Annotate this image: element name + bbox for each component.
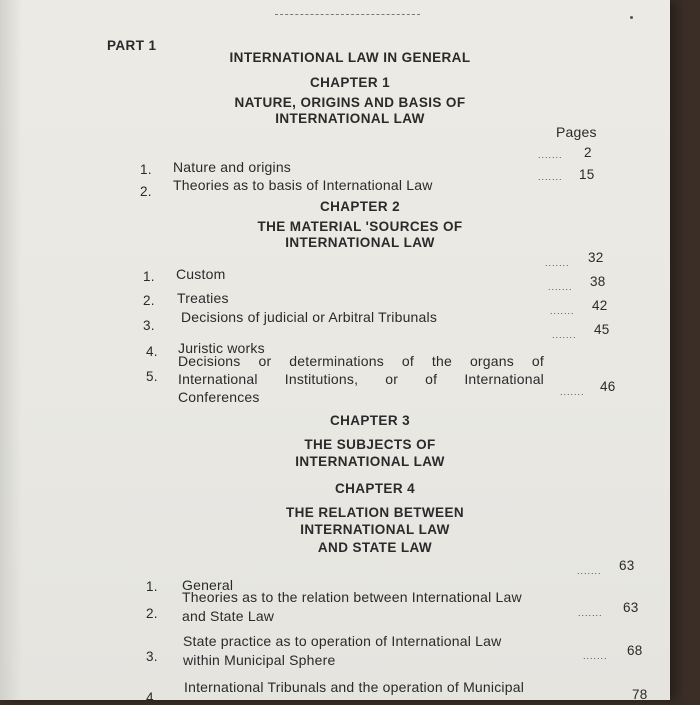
entry-text-line: Decisions or determinations of the organs of xyxy=(178,353,544,369)
dot-leader: ....... xyxy=(577,566,602,576)
entry-number: 2. xyxy=(143,293,155,308)
entry-text: Nature and origins xyxy=(173,159,291,175)
dot-leader: ....... xyxy=(538,150,563,160)
entry-text xyxy=(183,632,501,670)
entry-text: Decisions of judicial or Arbitral Tribunals xyxy=(181,309,438,325)
entry-page: 63 xyxy=(619,558,635,573)
entry-text-line: International Institutions, or of International xyxy=(178,371,544,387)
entry-text-line: Theories as to the relation between International Law xyxy=(182,589,522,605)
entry-number: 1. xyxy=(143,269,155,284)
chapter-4-title-line-1: THE RELATION BETWEEN xyxy=(286,505,464,520)
dot-leader: ....... xyxy=(548,282,573,292)
entry-page: 42 xyxy=(592,298,608,313)
entry-number: 4. xyxy=(146,690,158,705)
entry-page: 68 xyxy=(627,643,643,658)
entry-number: 4. xyxy=(146,344,158,359)
entry-page: 78 xyxy=(632,687,648,702)
entry-page: 2 xyxy=(584,145,592,160)
entry-text-line: within Municipal Sphere xyxy=(183,652,336,668)
chapter-2-label: CHAPTER 2 xyxy=(319,199,401,214)
entry-number: 1. xyxy=(140,162,152,177)
page-gutter-shadow xyxy=(0,0,22,700)
entry-page: 15 xyxy=(579,167,595,182)
entry-number: 1. xyxy=(146,579,158,594)
dot-leader: ....... xyxy=(578,608,603,618)
pages-column-label: Pages xyxy=(556,124,597,140)
entry-page: 38 xyxy=(590,274,606,289)
dot-leader: ....... xyxy=(560,387,585,397)
entry-text: Juristic works xyxy=(178,340,265,356)
entry-number: 3. xyxy=(146,649,158,664)
dot-leader: ....... xyxy=(545,258,570,268)
chapter-2-title-line-1: THE MATERIAL 'SOURCES OF xyxy=(257,219,463,234)
entry-number: 2. xyxy=(140,184,152,199)
entry-page: 63 xyxy=(623,600,639,615)
entry-text: Custom xyxy=(176,266,226,282)
dot-leader: ....... xyxy=(583,651,608,661)
chapter-1-title-line-1: NATURE, ORIGINS AND BASIS OF xyxy=(234,95,466,110)
dot-leader: ....... xyxy=(538,172,563,182)
entry-page: 46 xyxy=(600,379,616,394)
entry-text-line: State practice as to operation of International Law xyxy=(183,633,502,649)
chapter-2-title-line-2: INTERNATIONAL LAW xyxy=(285,235,435,250)
entry-text: General xyxy=(182,577,234,593)
chapter-1-title-line-2: INTERNATIONAL LAW xyxy=(275,111,425,126)
chapter-4-title-line-2: INTERNATIONAL LAW xyxy=(300,522,450,537)
entry-text: International Tribunals and the operation of Municipal xyxy=(184,679,525,695)
entry-number: 5. xyxy=(146,369,158,384)
entry-text xyxy=(178,352,544,406)
chapter-4-label: CHAPTER 4 xyxy=(334,481,416,496)
entry-page: 45 xyxy=(594,322,610,337)
chapter-4-title-line-3: AND STATE LAW xyxy=(317,540,433,555)
dot-leader: ....... xyxy=(552,330,577,340)
entry-text-line: and State Law xyxy=(182,608,275,624)
entry-text: Theories as to basis of International Law xyxy=(173,177,433,193)
entry-text: Treaties xyxy=(177,290,229,306)
dot-leader: ....... xyxy=(550,306,575,316)
chapter-3-title-line-2: INTERNATIONAL LAW xyxy=(295,454,445,469)
entry-page: 32 xyxy=(588,250,604,265)
chapter-3-label: CHAPTER 3 xyxy=(329,413,411,428)
chapter-3-title-line-1: THE SUBJECTS OF xyxy=(304,437,436,452)
entry-number: 3. xyxy=(143,318,155,333)
entry-number: 2. xyxy=(146,606,158,621)
part-heading: PART 1 xyxy=(107,38,157,53)
entry-text xyxy=(182,588,522,626)
chapter-1-label: CHAPTER 1 xyxy=(309,75,391,90)
main-title: INTERNATIONAL LAW IN GENERAL xyxy=(229,50,471,65)
page-speck xyxy=(630,16,633,19)
header-rule xyxy=(275,14,420,15)
entry-text-line: Conferences xyxy=(178,389,260,405)
